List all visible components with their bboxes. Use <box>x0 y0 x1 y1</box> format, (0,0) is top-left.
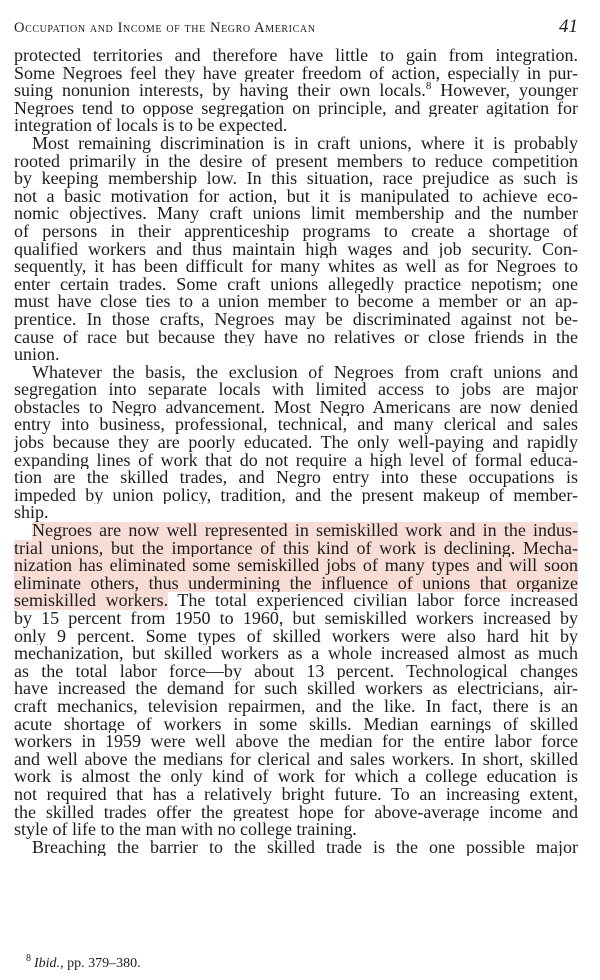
running-title: Occupation and Income of the Negro American <box>14 20 316 36</box>
text-line: only 9 percent. Some types of skilled workers were also hard hit by <box>14 627 578 646</box>
text-line: must have close ties to a union member to become a member or an ap- <box>14 293 578 311</box>
text-line: have increased the demand for such skilled workers as electricians, air- <box>14 680 578 698</box>
highlighted-line <box>14 557 578 575</box>
text-line: the skilled trades offer the greatest hope for above-average income and <box>14 803 578 822</box>
text-line <box>14 592 578 610</box>
highlight: semiskilled workers. <box>14 592 169 610</box>
text-line: integration of locals is to be expected. <box>14 117 288 135</box>
footnote <box>26 953 141 972</box>
text-line: prentice. In those crafts, Negroes may be discriminated against not be- <box>14 310 578 329</box>
text-line: entry into business, professional, technical, and many clerical and sales <box>14 416 578 435</box>
text-line: by keeping membership low. In this situation, race prejudice as such is <box>14 170 578 188</box>
paragraph-5 <box>14 839 578 857</box>
page-number: 41 <box>559 16 578 37</box>
text-line: Breaching the barrier to the skilled trade is the one possible major <box>32 838 578 857</box>
text-line: obstacles to Negro advancement. Most Negro Americans are now denied <box>14 398 578 417</box>
text-line: mechanization, but skilled workers as a whole increased almost as much <box>14 645 578 663</box>
text-line: nomic objectives. Many craft unions limit membership and the number <box>14 205 578 223</box>
highlight: trial unions, but the importance of this kind of work is declining. Mecha- <box>14 539 578 558</box>
text-line: Some Negroes feel they have greater freedom of action, especially in pur- <box>14 64 578 83</box>
text-line: jobs because they are poorly educated. The only well-paying and rapidly <box>14 434 578 452</box>
highlighted-line <box>14 575 578 593</box>
text-line: union. <box>14 346 60 364</box>
text-line: as the total labor force—by about 13 percent. Technological changes <box>14 662 578 681</box>
text-line: expanding lines of work that do not require a high level of formal educa- <box>14 451 578 470</box>
footnote-source: Ibid. <box>34 956 61 971</box>
text-line: Negroes tend to oppose segregation on principle, and greater agitation for <box>14 99 578 118</box>
text-line: tion are the skilled trades, and Negro entry into these occupations is <box>14 469 578 487</box>
highlighted-line <box>14 522 578 540</box>
text-line: craft mechanics, television repairmen, and the like. In fact, there is an <box>14 697 578 716</box>
text-line: protected territories and therefore have little to gain from integration. <box>14 47 578 65</box>
running-head <box>14 16 578 40</box>
text-line: not a basic motivation for action, but it is manipulated to achieve eco- <box>14 187 578 206</box>
text-line: workers in 1959 were well above the median for the entire labor force <box>14 733 578 751</box>
text-fragment: However, younger <box>431 82 578 100</box>
text-line: ship. <box>14 504 49 523</box>
text-line: enter certain trades. Some craft unions allegedly practice nepotism; one <box>14 275 578 294</box>
highlight: Negroes are now well represented in semiskilled work and in the indus- <box>32 522 578 540</box>
text-fragment: suing nonunion interests, by having their own locals. <box>14 82 426 100</box>
text-line: impeded by union policy, tradition, and the present makeup of member- <box>14 486 578 505</box>
text-line: segregation into separate locals with limited access to jobs are major <box>14 381 578 399</box>
footnote-pages: , pp. 379–380. <box>60 956 141 971</box>
text-line: and well above the medians for clerical and sales workers. In short, skilled <box>14 750 578 769</box>
text-line: Whatever the basis, the exclusion of Negroes from craft unions and <box>32 363 578 382</box>
highlight: nization has eliminated some semiskilled jobs of many types and will soon <box>14 557 578 575</box>
body-text <box>14 47 578 856</box>
text-line: qualified workers and thus maintain high wages and job security. Con- <box>14 240 578 259</box>
paragraph-4 <box>14 522 578 839</box>
text-line: style of life to the man with no college training. <box>14 821 357 839</box>
text-line: rooted primarily in the desire of present members to reduce competition <box>14 152 578 171</box>
footnote-number: 8 <box>26 953 31 965</box>
paragraph-2 <box>14 135 578 364</box>
footnote-ref: 8 <box>425 82 432 93</box>
text-line: sequently, it has been difficult for many whites as well as for Negroes to <box>14 258 578 276</box>
highlight: eliminate others, thus undermining the influence of unions that organize <box>14 574 578 593</box>
text-line: acute shortage of workers in some skills. Median earnings of skilled <box>14 715 578 734</box>
text-line: not required that has a relatively bright future. To an increasing extent, <box>14 785 578 804</box>
text-line: by 15 percent from 1950 to 1960, but semiskilled workers increased by <box>14 610 578 628</box>
paragraph-3 <box>14 364 578 522</box>
text-line <box>14 82 578 100</box>
text-fragment: The total experienced civilian labor force increased <box>168 592 578 610</box>
paragraph-1 <box>14 47 578 135</box>
highlighted-line <box>14 540 578 558</box>
text-line: work is almost the only kind of work for which a college education is <box>14 768 578 786</box>
text-line: Most remaining discrimination is in craft unions, where it is probably <box>32 134 578 153</box>
text-line: cause of race but because they have no relatives or close friends in the <box>14 328 578 347</box>
text-line: of persons in their apprenticeship programs to create a shortage of <box>14 222 578 241</box>
